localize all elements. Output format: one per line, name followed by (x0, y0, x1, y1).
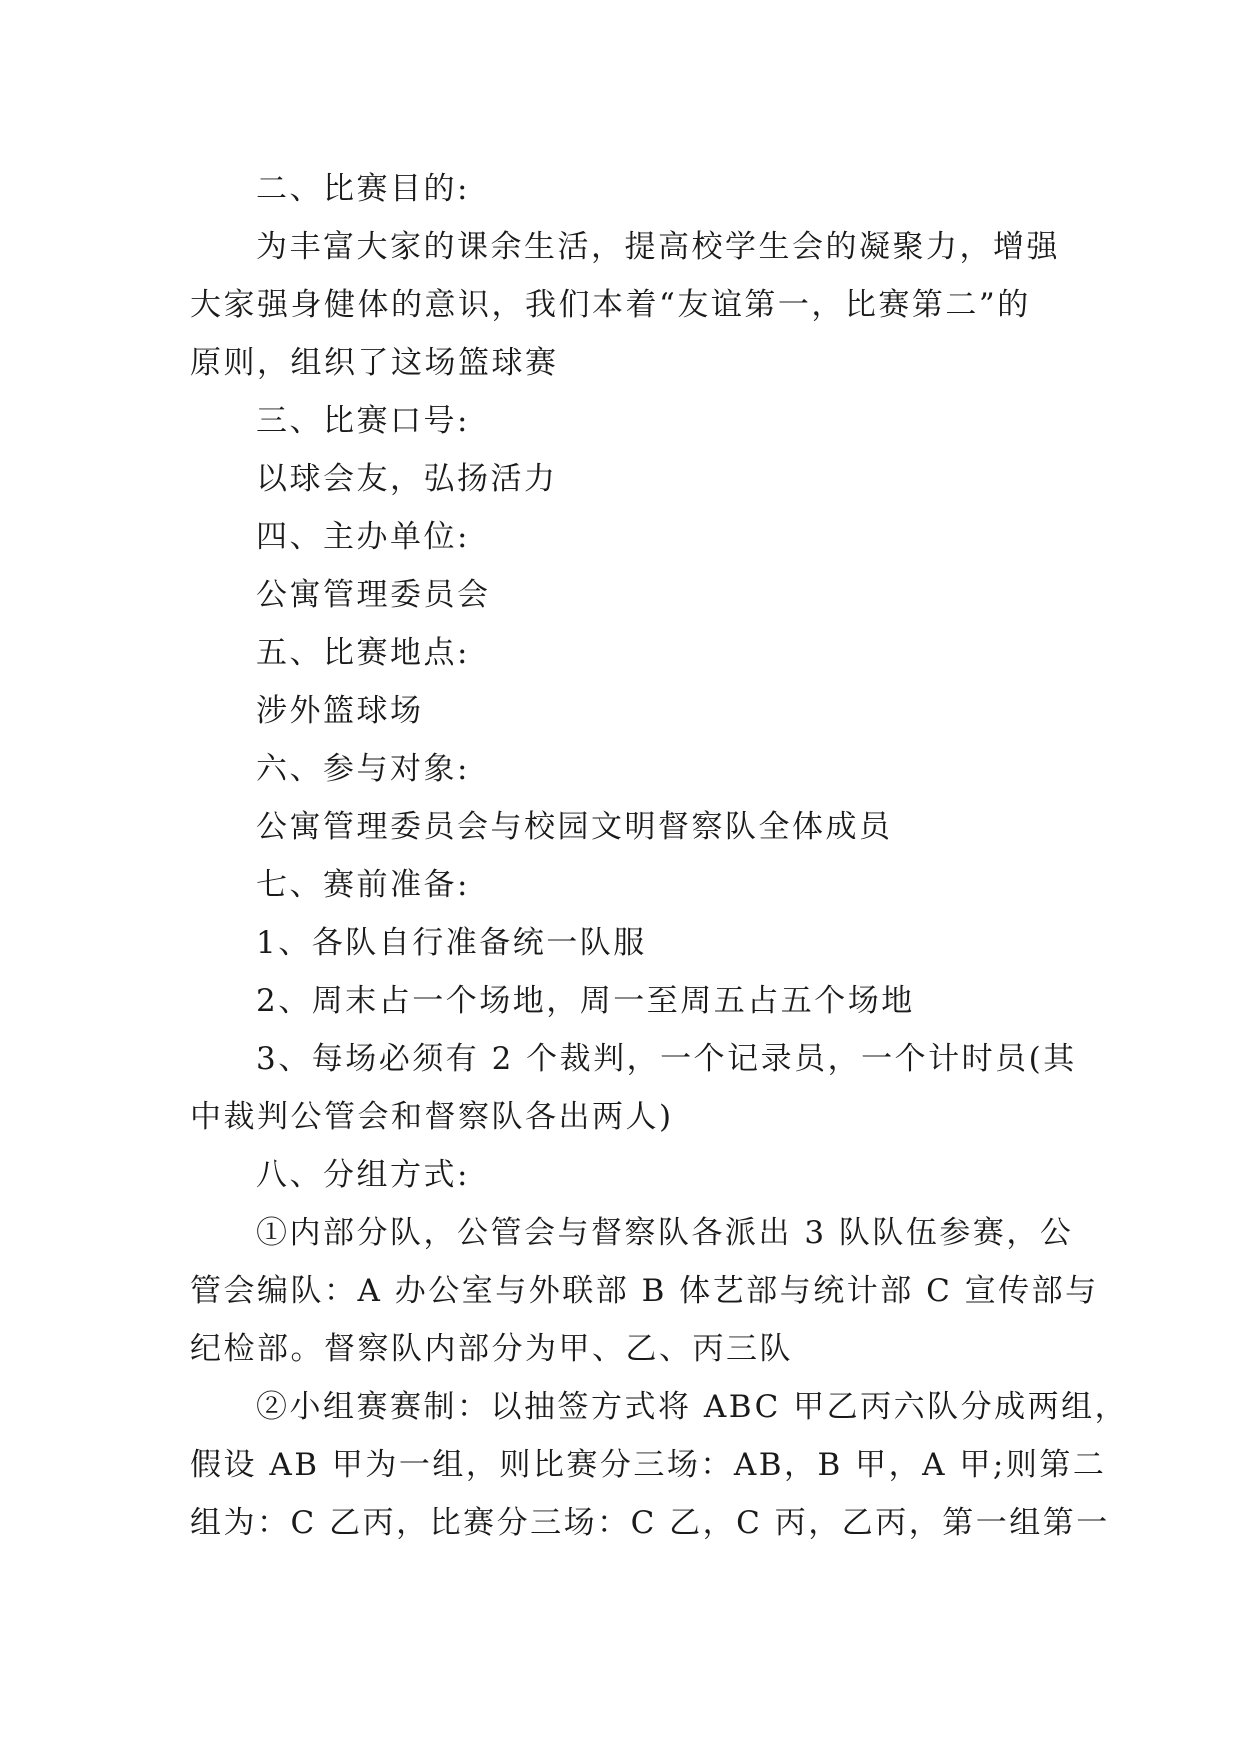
list-item: ①内部分队，公管会与督察队各派出 3 队队伍参赛，公 (256, 1215, 1074, 1251)
section-heading-slogan: 三、比赛口号: (256, 403, 470, 439)
paragraph-line: 大家强身健体的意识，我们本着“友谊第一，比赛第二”的 (190, 287, 1031, 323)
section-heading-venue: 五、比赛地点: (256, 635, 470, 671)
section-heading-preparation: 七、赛前准备: (256, 867, 470, 903)
list-item: 3、每场必须有 2 个裁判，一个记录员，一个计时员(其 (256, 1041, 1077, 1077)
document-page (190, 160, 1129, 1552)
paragraph-line: 假设 AB 甲为一组，则比赛分三场：AB，B 甲，A 甲;则第二 (190, 1447, 1107, 1483)
section-heading-purpose: 二、比赛目的: (256, 171, 470, 207)
paragraph-line: 公寓管理委员会 (256, 577, 491, 613)
list-item: 2、周末占一个场地，周一至周五占五个场地 (256, 983, 915, 1019)
paragraph-line: 为丰富大家的课余生活，提高校学生会的凝聚力，增强 (256, 229, 1060, 265)
section-heading-participants: 六、参与对象: (256, 751, 470, 787)
section-heading-grouping: 八、分组方式: (256, 1157, 470, 1193)
paragraph-line: 纪检部。督察队内部分为甲、乙、丙三队 (190, 1331, 793, 1367)
paragraph-line: 以球会友，弘扬活力 (256, 461, 558, 497)
paragraph-line: 组为：C 乙丙，比赛分三场：C 乙，C 丙，乙丙，第一组第一 (190, 1505, 1110, 1541)
list-item: 1、各队自行准备统一队服 (256, 925, 647, 961)
section-heading-organizer: 四、主办单位: (256, 519, 470, 555)
paragraph-line: 中裁判公管会和督察队各出两人) (190, 1099, 674, 1135)
paragraph-line: 原则，组织了这场篮球赛 (190, 345, 559, 381)
list-item: ②小组赛赛制：以抽签方式将 ABC 甲乙丙六队分成两组， (256, 1389, 1129, 1425)
paragraph-line: 涉外篮球场 (256, 693, 424, 729)
paragraph-line: 公寓管理委员会与校园文明督察队全体成员 (256, 809, 893, 845)
paragraph-line: 管会编队：A 办公室与外联部 B 体艺部与统计部 C 宣传部与 (190, 1273, 1099, 1309)
